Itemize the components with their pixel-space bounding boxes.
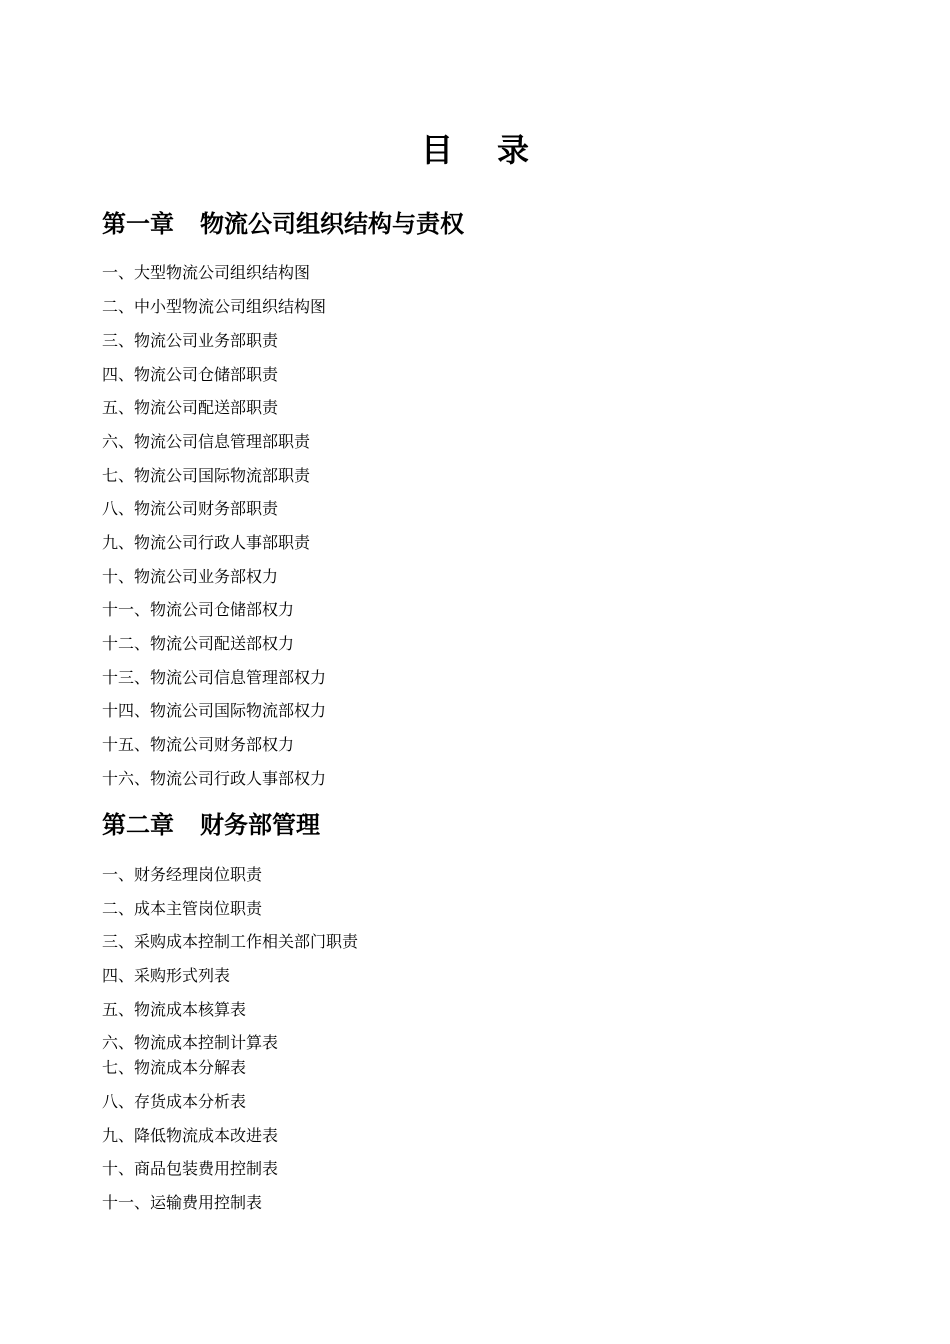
toc-item[interactable]: 十一、运输费用控制表 (102, 1193, 263, 1212)
page-title (0, 128, 950, 172)
toc-item[interactable]: 十六、物流公司行政人事部权力 (102, 769, 327, 788)
toc-item[interactable]: 三、物流公司业务部职责 (102, 331, 279, 350)
toc-item[interactable]: 十、物流公司业务部权力 (102, 567, 279, 586)
title-char-1: 目 (420, 131, 453, 169)
chapter-number: 第二章 (102, 811, 174, 839)
toc-item[interactable]: 四、采购形式列表 (102, 966, 231, 985)
toc-item[interactable]: 八、物流公司财务部职责 (102, 499, 279, 518)
toc-item[interactable]: 三、采购成本控制工作相关部门职责 (102, 932, 359, 951)
chapter-number: 第一章 (102, 210, 174, 238)
toc-item[interactable]: 十三、物流公司信息管理部权力 (102, 668, 327, 687)
toc-item[interactable]: 十五、物流公司财务部权力 (102, 735, 295, 754)
chapter-name: 物流公司组织结构与责权 (200, 210, 464, 238)
toc-item[interactable]: 一、大型物流公司组织结构图 (102, 263, 311, 282)
toc-item[interactable]: 十四、物流公司国际物流部权力 (102, 701, 327, 720)
toc-item[interactable]: 九、降低物流成本改进表 (102, 1126, 279, 1145)
toc-item[interactable]: 十二、物流公司配送部权力 (102, 634, 295, 653)
toc-item[interactable]: 七、物流公司国际物流部职责 (102, 466, 311, 485)
toc-item[interactable]: 十一、物流公司仓储部权力 (102, 600, 295, 619)
chapter-2-heading (102, 809, 320, 841)
toc-item[interactable]: 五、物流公司配送部职责 (102, 398, 279, 417)
toc-item[interactable]: 八、存货成本分析表 (102, 1092, 247, 1111)
toc-item[interactable]: 十、商品包装费用控制表 (102, 1159, 279, 1178)
chapter-name: 财务部管理 (200, 811, 320, 839)
toc-item[interactable]: 九、物流公司行政人事部职责 (102, 533, 311, 552)
toc-item[interactable]: 一、财务经理岗位职责 (102, 865, 263, 884)
toc-item[interactable]: 六、物流成本控制计算表 (102, 1033, 279, 1052)
toc-item[interactable]: 二、中小型物流公司组织结构图 (102, 297, 327, 316)
title-char-2: 录 (497, 131, 530, 169)
toc-item[interactable]: 七、物流成本分解表 (102, 1058, 247, 1077)
toc-item[interactable]: 六、物流公司信息管理部职责 (102, 432, 311, 451)
toc-item[interactable]: 二、成本主管岗位职责 (102, 899, 263, 918)
toc-item[interactable]: 四、物流公司仓储部职责 (102, 365, 279, 384)
chapter-1-heading (102, 208, 464, 240)
toc-item[interactable]: 五、物流成本核算表 (102, 1000, 247, 1019)
